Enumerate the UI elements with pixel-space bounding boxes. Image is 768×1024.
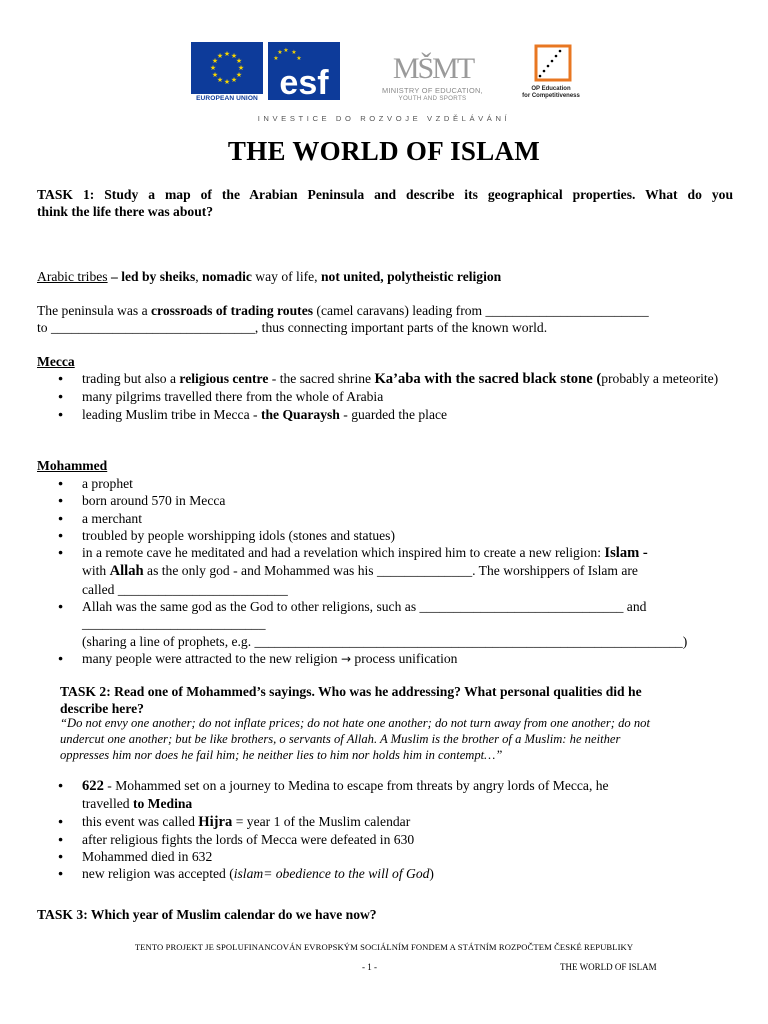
svg-text:★: ★	[235, 71, 243, 79]
mohammed-heading: Mohammed	[37, 458, 108, 473]
svg-text:★: ★	[230, 52, 238, 60]
list-item	[58, 370, 738, 388]
svg-text:★: ★	[223, 78, 231, 86]
mohammed-b1: a prophet	[82, 476, 133, 491]
tribes-dash: – led by	[107, 269, 160, 284]
mecca-b1e: probably a meteorite)	[601, 371, 719, 386]
mecca-religious-centre: religious centre	[179, 371, 269, 386]
medina-b4: Mohammed died in 632	[82, 849, 213, 865]
page-title: THE WORLD OF ISLAM	[227, 136, 541, 166]
list-item	[58, 544, 738, 598]
mohammed-list	[58, 475, 738, 668]
mohammed-b5a: in a remote cave he meditated and had a revelation which inspired him to create a new religion:	[82, 545, 605, 561]
list-item	[58, 510, 738, 527]
list-item	[58, 777, 738, 813]
mohammed-islam: Islam -	[604, 545, 648, 562]
medina-hijra: Hijra	[198, 813, 233, 830]
esf-logo	[268, 40, 343, 102]
svg-text:★: ★	[216, 76, 224, 84]
medina-to-medina: to Medina	[132, 796, 193, 812]
tribes-nomadic: nomadic	[202, 269, 252, 284]
list-item	[58, 406, 738, 423]
list-item	[58, 650, 738, 668]
svg-text:★: ★	[211, 57, 219, 65]
msmt-line1: MINISTRY OF EDUCATION,	[381, 86, 484, 95]
svg-text:★: ★	[211, 71, 219, 79]
mohammed-b4: troubled by people worshipping idols (stones and statues)	[82, 527, 395, 543]
mecca-b2: many pilgrims travelled there from the whole of Arabia	[82, 389, 384, 405]
page-number: - 1 -	[362, 962, 377, 972]
mohammed-b6b: ___________________________	[82, 616, 266, 632]
peninsula-line1	[37, 302, 733, 320]
list-item	[58, 598, 738, 650]
op-logo	[524, 40, 582, 88]
medina-b1c: travelled	[82, 796, 133, 812]
mecca-b3a: leading Muslim tribe in Mecca -	[82, 406, 261, 422]
footer-doc-title: THE WORLD OF ISLAM	[560, 962, 657, 972]
peninsula-text-c: (camel caravans) leading from ________________________	[313, 303, 649, 318]
arabic-tribes-line	[37, 268, 733, 286]
svg-text:★: ★	[237, 64, 245, 72]
peninsula-crossroads: crossroads of trading routes	[151, 303, 314, 318]
list-item	[58, 813, 738, 831]
task1-line1: TASK 1: Study a map of the Arabian Peninsula and describe its geographical properties. What do you	[37, 187, 733, 202]
svg-text:★: ★	[273, 55, 279, 62]
mecca-kaaba: Ka’aba with the sacred black stone (	[374, 371, 602, 387]
list-item	[58, 492, 738, 509]
mohammed-b7a: many people were attracted to the new religion	[82, 650, 341, 666]
esf-logo-text: esf	[279, 64, 329, 102]
quote-line1: “Do not envy one another; do not inflate prices; do not hate one another; do not turn away from one another; do not	[60, 716, 650, 730]
arabic-tribes-label: Arabic tribes	[37, 269, 108, 284]
quote-line2: undercut one another; but be like brothers, o servants of Allah. A Muslim is the brother of a Muslim: he neither	[60, 732, 621, 746]
investice-banner: INVESTICE DO ROZVOJE VZDĚLÁVÁNÍ	[257, 114, 511, 123]
quote-line3: oppresses him nor does he fail him; he neither lies to him nor holds him in contempt…”	[60, 748, 503, 762]
msmt-line2: YOUTH AND SPORTS	[398, 95, 467, 102]
task2-line1: TASK 2: Read one of Mohammed’s sayings. Who was he addressing? What personal qualities did he	[60, 684, 642, 699]
svg-text:★: ★	[235, 57, 243, 65]
op-line1: OP Education	[531, 86, 571, 92]
mecca-heading: Mecca	[37, 354, 75, 369]
list-item	[58, 388, 738, 405]
medina-b1b: - Mohammed set on a journey to Medina to escape from threats by angry lords of Mecca, he	[103, 778, 609, 793]
arrow-right-icon: →	[340, 651, 351, 666]
footer-project: TENTO PROJEKT JE SPOLUFINANCOVÁN EVROPSKÝM SOCIÁLNÍM FONDEM A STÁTNÍM ROZPOČTEM ČESKÉ REPUBLIKY	[134, 942, 634, 952]
svg-text:★: ★	[291, 49, 297, 56]
msmt-logo-text: MŠMT	[392, 52, 474, 85]
tribes-sheiks: sheiks	[159, 269, 196, 284]
medina-b3: after religious fights the lords of Mecca were defeated in 630	[82, 831, 415, 847]
mohammed-b3: a merchant	[82, 510, 143, 526]
svg-text:★: ★	[223, 50, 231, 58]
tribes-not-united: not united, polytheistic religion	[320, 269, 502, 284]
task2-line2: describe here?	[60, 701, 144, 716]
list-item	[58, 865, 738, 882]
mohammed-b2: born around 570 in Mecca	[82, 493, 226, 509]
mohammed-b5c: with	[82, 563, 110, 579]
eu-flag-logo	[191, 42, 263, 94]
mohammed-b5e: as the only god - and Mohammed was his ______________. The worshippers of Islam are	[143, 563, 638, 579]
list-item	[58, 848, 738, 865]
medina-b2c: = year 1 of the Muslim calendar	[232, 813, 411, 829]
medina-b5c: )	[429, 866, 434, 882]
svg-text:★: ★	[216, 52, 224, 60]
svg-text:★: ★	[209, 64, 217, 72]
medina-622: 622	[82, 778, 104, 794]
medina-islam-definition: islam= obedience to the will of God	[233, 866, 430, 882]
eu-label: EUROPEAN UNION	[196, 95, 258, 102]
mohammed-b5f: called _________________________	[82, 581, 288, 597]
tribes-comma: ,	[195, 269, 203, 284]
svg-text:★: ★	[230, 76, 238, 84]
list-item	[58, 831, 738, 848]
mecca-list	[58, 370, 738, 423]
medina-b5a: new religion was accepted (	[82, 866, 234, 882]
svg-text:★: ★	[277, 49, 283, 56]
mecca-quaraysh: the Quaraysh	[260, 406, 340, 422]
mohammed-b7b: process unification	[351, 650, 458, 666]
peninsula-text-a: The peninsula was a	[37, 303, 152, 318]
medina-b2a: this event was called	[82, 813, 199, 829]
peninsula-line2: to ______________________________, thus connecting important parts of the known world.	[37, 320, 548, 335]
mecca-b3c: - guarded the place	[339, 406, 448, 422]
mohammed-allah: Allah	[109, 563, 144, 580]
task3: TASK 3: Which year of Muslim calendar do we have now?	[37, 907, 377, 922]
list-item	[58, 475, 738, 492]
op-line2: for Competitiveness	[522, 93, 580, 99]
mohammed-b6c: (sharing a line of prophets, e.g. _______________________________________________________________)	[82, 633, 688, 649]
mecca-b1c: - the sacred shrine	[268, 371, 375, 386]
svg-text:★: ★	[296, 55, 302, 62]
medina-list	[58, 777, 738, 883]
task1-line2: think the life there was about?	[37, 204, 214, 219]
mohammed-b6a: Allah was the same god as the God to other religions, such as ______________________________ and	[82, 599, 647, 615]
mecca-b1a: trading but also a	[82, 371, 180, 386]
tribes-way: way of life,	[251, 269, 321, 284]
svg-text:★: ★	[283, 47, 289, 54]
list-item	[58, 527, 738, 544]
